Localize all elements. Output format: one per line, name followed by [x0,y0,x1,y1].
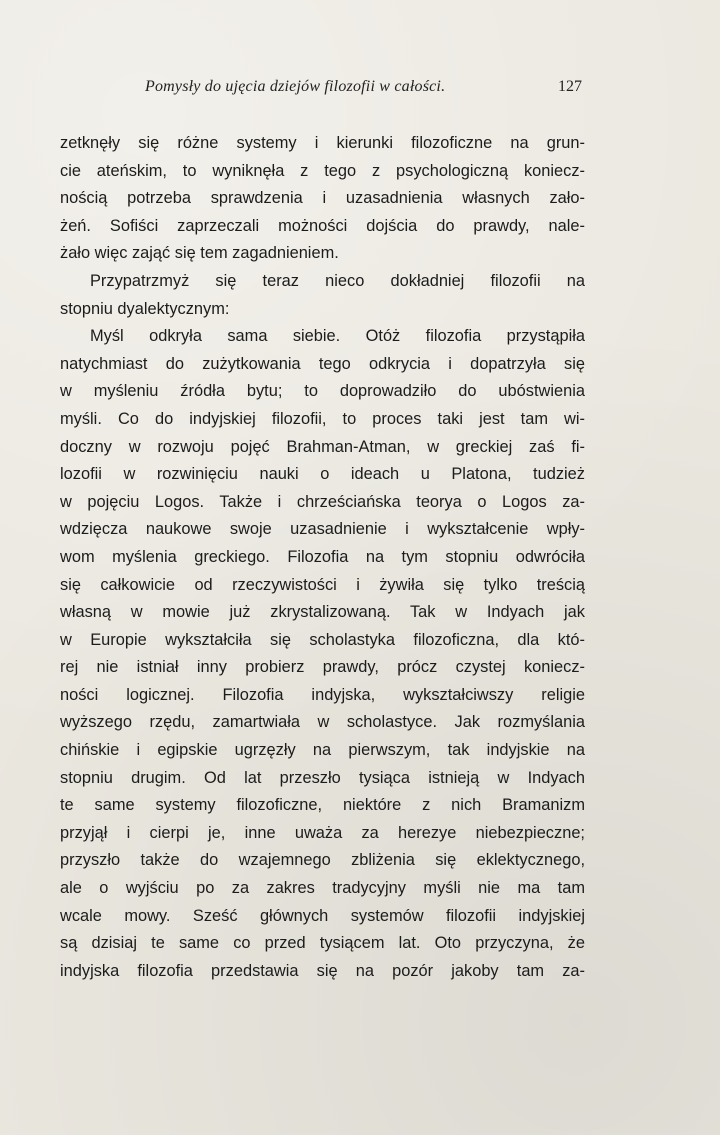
text-line: żeń. Sofiści zaprzeczali możności dojścia do prawdy, nale- [60,216,585,235]
running-head [0,78,720,100]
text-line: cie ateńskim, to wyniknęła z tego z psychologiczną koniecz- [60,161,585,180]
text-line: zetknęły się różne systemy i kierunki filozoficzne na grun- [60,134,585,152]
text-line: przyszło także do wzajemnego zbliżenia się eklektycznego, [60,851,585,870]
text-line: nością potrzeba sprawdzenia i uzasadnienia własnych zało- [60,189,585,208]
page-number: 127 [558,78,582,95]
text-line: Przypatrzmyż się teraz nieco dokładniej filozofii na [90,271,585,290]
text-line: żało więc zająć się tem zagadnieniem. [60,244,339,263]
text-line: ale o wyjściu po za zakres tradycyjny myśli nie ma tam [60,879,585,898]
text-line: chińskie i egipskie ugrzęzły na pierwszym, tak indyjskie na [60,741,585,760]
text-line: wcale mowy. Sześć głównych systemów filozofii indyjskiej [60,906,585,925]
text-line: własną w mowie już zkrystalizowaną. Tak w Indyach jak [60,603,585,622]
text-line: w pojęciu Logos. Także i chrześciańska teorya o Logos za- [60,492,585,511]
text-line: doczny w rozwoju pojęć Brahman-Atman, w greckiej zaś fi- [60,437,585,456]
text-line: wom myślenia greckiego. Filozofia na tym stopniu odwróciła [60,547,585,566]
text-line: te same systemy filozoficzne, niektóre z nich Bramanizm [60,796,585,815]
text-line: w myśleniu źródła bytu; to doprowadziło do ubóstwienia [60,382,585,401]
text-line: wyższego rzędu, zamartwiała w scholastyce. Jak rozmyślania [60,713,585,732]
text-line: myśli. Co do indyjskiej filozofii, to proces taki jest tam wi- [60,409,585,428]
body-text [60,130,585,985]
text-line: wdzięcza naukowe swoje uzasadnienie i wykształcenie wpły- [60,520,585,539]
text-line: są dzisiaj te same co przed tysiącem lat. Oto przyczyna, że [60,934,585,953]
text-line: się całkowicie od rzeczywistości i żywiła się tylko treścią [60,575,585,594]
text-line: rej nie istniał inny probierz prawdy, prócz czystej koniecz- [60,658,585,677]
text-line: lozofii w rozwinięciu nauki o ideach u Platona, tudzież [60,465,585,484]
text-line: przyjął i cierpi je, inne uważa za herezye niebezpieczne; [60,823,585,842]
text-line: natychmiast do zużytkowania tego odkrycia i dopatrzyła się [60,354,585,373]
text-line: w Europie wykształciła się scholastyka filozoficzna, dla któ- [60,630,585,649]
text-line: indyjska filozofia przedstawia się na pozór jakoby tam za- [60,961,585,980]
running-title: Pomysły do ujęcia dziejów filozofii w całości. [145,78,446,95]
text-line: stopniu dyalektycznym: [60,299,230,318]
text-line: ności logicznej. Filozofia indyjska, wykształciwszy religie [60,685,585,704]
text-line: Myśl odkryła sama siebie. Otóż filozofia przystąpiła [90,327,585,346]
text-line: stopniu drugim. Od lat przeszło tysiąca istnieją w Indyach [60,768,585,787]
